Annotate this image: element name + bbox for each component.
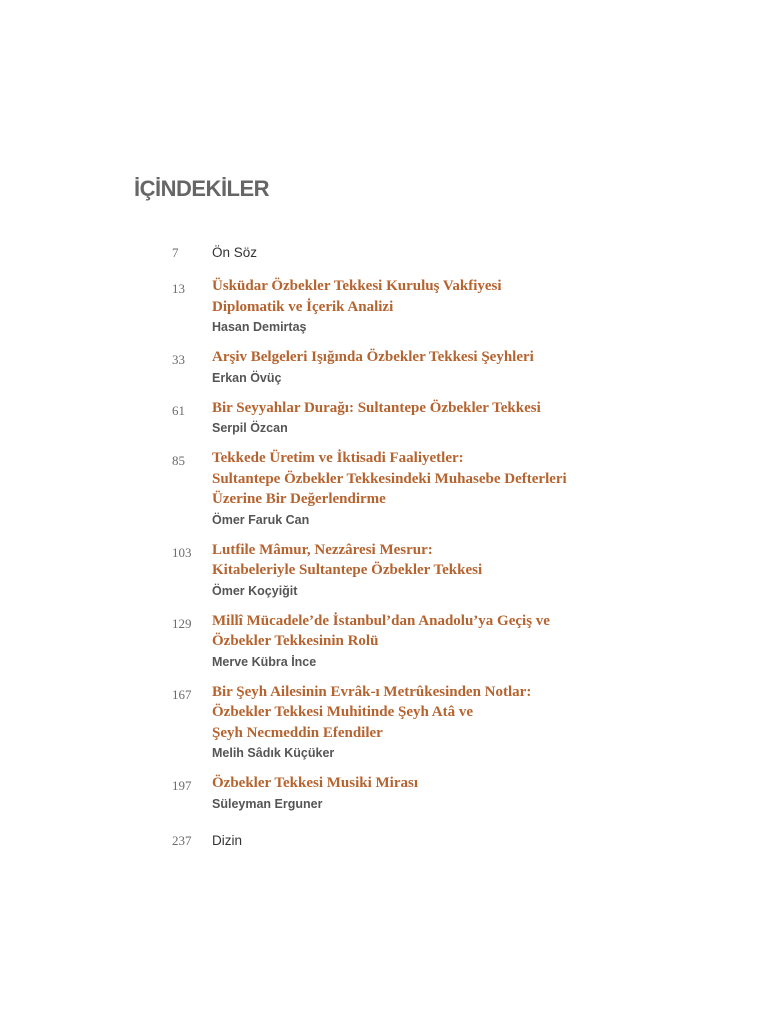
toc-entry-title-line: Özbekler Tekkesinin Rolü (212, 633, 379, 649)
toc-entry-title-line: Üsküdar Özbekler Tekkesi Kuruluş Vakfiyesi (212, 278, 502, 294)
toc-entry-body (212, 773, 632, 812)
toc-page-number: 85 (172, 453, 185, 468)
toc-entry-title-line: Üzerine Bir Değerlendirme (212, 491, 386, 507)
toc-entry (172, 276, 632, 335)
toc-entry (172, 828, 632, 851)
toc-entry-title-line: Lutfile Mâmur, Nezzâresi Mesrur: (212, 541, 433, 558)
toc-entry-body (212, 611, 632, 670)
toc-page-number: 167 (172, 686, 192, 702)
toc-entry-body (212, 540, 632, 599)
toc-entry-title-line: Bir Şeyh Ailesinin Evrâk-ı Metrûkesinden Notlar: (212, 683, 532, 700)
toc-page-number: 103 (172, 544, 192, 560)
toc-entry (172, 398, 632, 437)
toc-entry-text: Ön Söz (212, 245, 258, 260)
toc-entry (172, 773, 632, 812)
toc-entry-title-line: Millî Mücadele’de İstanbul’dan Anadolu’ya Geçiş ve (212, 612, 550, 629)
toc-entry-author: Serpil Özcan (212, 421, 288, 435)
toc-entry-body (212, 682, 632, 762)
toc-entry-title-line: Bir Seyyahlar Durağı: Sultantepe Özbekler Tekkesi (212, 399, 541, 416)
toc-page-number: 129 (172, 615, 192, 631)
toc-entry-author: Melih Sâdık Küçüker (212, 746, 335, 760)
toc-entry-author: Hasan Demirtaş (212, 320, 307, 334)
toc-entry-body (212, 398, 632, 437)
page-title: İÇİNDEKİLER (134, 176, 270, 201)
toc-entry-body (212, 828, 632, 851)
toc-entry-author: Merve Kübra İnce (212, 654, 317, 669)
toc-entry-text: Dizin (212, 832, 243, 848)
toc-entry-body (212, 448, 632, 528)
toc-page-number: 13 (172, 281, 185, 296)
toc-list (172, 240, 632, 851)
toc-entry-title-line: Tekkede Üretim ve İktisadi Faaliyetler: (212, 450, 464, 466)
toc-entry (172, 682, 632, 762)
toc-entry (172, 240, 632, 263)
toc-entry-body (212, 276, 632, 335)
toc-entry (172, 448, 632, 528)
toc-entry-title-line: Kitabeleriyle Sultantepe Özbekler Tekkesi (212, 562, 483, 578)
toc-entry-author: Süleyman Erguner (212, 796, 323, 811)
toc-page-number: 33 (172, 352, 185, 367)
toc-entry-title-line: Arşiv Belgeleri Işığında Özbekler Tekkesi Şeyhleri (212, 349, 534, 365)
toc-entry-title-line: Diplomatik ve İçerik Analizi (212, 298, 394, 315)
toc-entry (172, 611, 632, 670)
toc-entry-title-line: Özbekler Tekkesi Musiki Mirası (212, 775, 418, 791)
toc-entry (172, 540, 632, 599)
toc-page-number: 237 (172, 832, 192, 848)
toc-entry-author: Erkan Övüç (212, 370, 282, 385)
toc-entry-author: Ömer Faruk Can (212, 512, 310, 527)
toc-page-number: 197 (172, 778, 192, 793)
toc-entry (172, 347, 632, 386)
toc-entry-author: Ömer Koçyiğit (212, 583, 298, 598)
toc-entry-title-line: Özbekler Tekkesi Muhitinde Şeyh Atâ ve (212, 704, 474, 720)
toc-page-number: 7 (172, 245, 179, 260)
toc-entry-title-line: Şeyh Necmeddin Efendiler (212, 724, 383, 741)
toc-entry-body (212, 347, 632, 386)
toc-entry-body (212, 240, 632, 263)
toc-entry-title-line: Sultantepe Özbekler Tekkesindeki Muhasebe Defterleri (212, 470, 567, 487)
toc-page-number: 61 (172, 402, 185, 418)
